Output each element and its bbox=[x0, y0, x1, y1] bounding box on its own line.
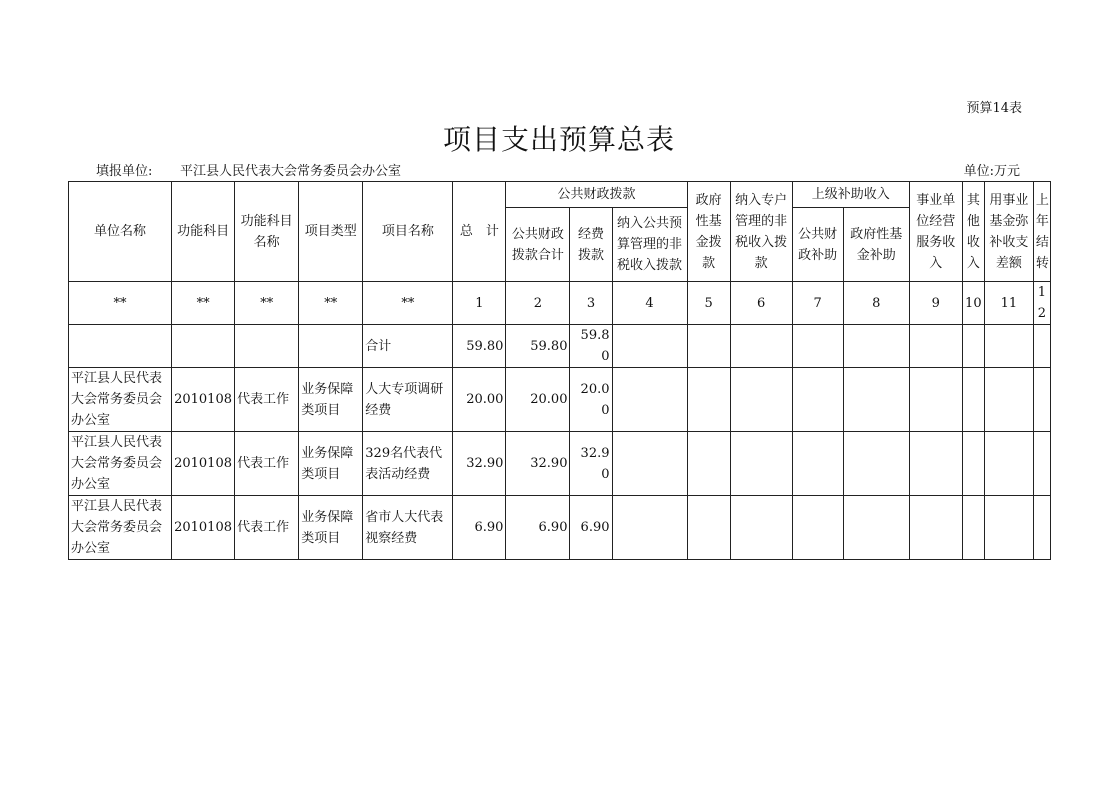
index-cell: 2 bbox=[506, 282, 570, 325]
header-other-income: 其他收入 bbox=[962, 182, 984, 282]
empty-cell bbox=[962, 368, 984, 432]
header-gov-fund: 政府性基金拨款 bbox=[687, 182, 730, 282]
header-biz-service: 事业单位经营服务收入 bbox=[909, 182, 962, 282]
header-row-1 bbox=[69, 182, 1051, 208]
empty-cell bbox=[730, 368, 792, 432]
row-code: 2010108 bbox=[172, 368, 235, 432]
empty-cell bbox=[730, 432, 792, 496]
empty-cell bbox=[962, 496, 984, 560]
filing-unit-label: 填报单位: bbox=[96, 164, 153, 179]
header-project-type: 项目类型 bbox=[299, 182, 363, 282]
index-cell: ** bbox=[363, 282, 453, 325]
empty-cell bbox=[909, 368, 962, 432]
index-cell: ** bbox=[299, 282, 363, 325]
sum-total: 59.80 bbox=[453, 325, 506, 368]
currency-unit: 单位:万元 bbox=[963, 164, 1020, 179]
empty-cell bbox=[730, 325, 792, 368]
header-pf-expense: 经费拨款 bbox=[570, 208, 612, 282]
header-total: 总 计 bbox=[453, 182, 506, 282]
form-number: 预算14表 bbox=[966, 101, 1022, 116]
empty-cell bbox=[612, 496, 687, 560]
header-public-finance: 公共财政拨款 bbox=[506, 182, 687, 208]
empty-cell bbox=[843, 432, 909, 496]
row-unit: 平江县人民代表大会常务委员会办公室 bbox=[69, 432, 172, 496]
empty-cell bbox=[792, 432, 843, 496]
row-type: 业务保障类项目 bbox=[299, 368, 363, 432]
row-unit: 平江县人民代表大会常务委员会办公室 bbox=[69, 368, 172, 432]
index-cell: 1 bbox=[453, 282, 506, 325]
empty-cell bbox=[792, 496, 843, 560]
index-cell: 12 bbox=[1033, 282, 1050, 325]
index-cell: 8 bbox=[843, 282, 909, 325]
empty-cell bbox=[1033, 368, 1050, 432]
index-cell: ** bbox=[69, 282, 172, 325]
row-code: 2010108 bbox=[172, 432, 235, 496]
row-func-name: 代表工作 bbox=[235, 432, 299, 496]
index-cell: 11 bbox=[984, 282, 1033, 325]
empty-cell bbox=[1033, 325, 1050, 368]
row-code: 2010108 bbox=[172, 496, 235, 560]
empty-cell bbox=[612, 432, 687, 496]
empty-cell bbox=[909, 432, 962, 496]
row-type: 业务保障类项目 bbox=[299, 496, 363, 560]
empty-cell bbox=[69, 325, 172, 368]
index-cell: 7 bbox=[792, 282, 843, 325]
empty-cell bbox=[962, 432, 984, 496]
index-cell: 6 bbox=[730, 282, 792, 325]
empty-cell bbox=[984, 325, 1033, 368]
empty-cell bbox=[687, 432, 730, 496]
header-project-name: 项目名称 bbox=[363, 182, 453, 282]
row-project: 人大专项调研经费 bbox=[363, 368, 453, 432]
index-cell: ** bbox=[172, 282, 235, 325]
index-cell: 10 bbox=[962, 282, 984, 325]
row-project: 省市人大代表视察经费 bbox=[363, 496, 453, 560]
empty-cell bbox=[1033, 496, 1050, 560]
empty-cell bbox=[299, 325, 363, 368]
filing-unit-name: 平江县人民代表大会常务委员会办公室 bbox=[180, 164, 402, 179]
index-row bbox=[69, 282, 1051, 325]
index-cell: 4 bbox=[612, 282, 687, 325]
filing-unit bbox=[96, 160, 401, 179]
table-row bbox=[69, 496, 1051, 560]
empty-cell bbox=[235, 325, 299, 368]
empty-cell bbox=[687, 496, 730, 560]
header-pf-total: 公共财政拨款合计 bbox=[506, 208, 570, 282]
row-total: 20.00 bbox=[453, 368, 506, 432]
row-func-name: 代表工作 bbox=[235, 368, 299, 432]
header-carry-over: 上年结转 bbox=[1033, 182, 1050, 282]
row-pf-expense: 20.00 bbox=[570, 368, 612, 432]
empty-cell bbox=[984, 368, 1033, 432]
budget-table bbox=[68, 181, 1051, 560]
empty-cell bbox=[172, 325, 235, 368]
empty-cell bbox=[984, 496, 1033, 560]
index-cell: 5 bbox=[687, 282, 730, 325]
header-upper-public: 公共财政补助 bbox=[792, 208, 843, 282]
row-total: 6.90 bbox=[453, 496, 506, 560]
sum-label: 合计 bbox=[363, 325, 453, 368]
table-row bbox=[69, 432, 1051, 496]
row-total: 32.90 bbox=[453, 432, 506, 496]
empty-cell bbox=[792, 325, 843, 368]
empty-cell bbox=[612, 368, 687, 432]
header-function-subject-name: 功能科目名称 bbox=[235, 182, 299, 282]
row-pf-total: 6.90 bbox=[506, 496, 570, 560]
row-pf-expense: 6.90 bbox=[570, 496, 612, 560]
table-row bbox=[69, 368, 1051, 432]
header-unit-name: 单位名称 bbox=[69, 182, 172, 282]
empty-cell bbox=[843, 325, 909, 368]
empty-cell bbox=[1033, 432, 1050, 496]
row-pf-expense: 32.90 bbox=[570, 432, 612, 496]
row-project: 329名代表代表活动经费 bbox=[363, 432, 453, 496]
empty-cell bbox=[962, 325, 984, 368]
empty-cell bbox=[909, 496, 962, 560]
header-special-nontax: 纳入专户管理的非税收入拨款 bbox=[730, 182, 792, 282]
header-pf-nontax: 纳入公共预算管理的非税收入拨款 bbox=[612, 208, 687, 282]
index-cell: ** bbox=[235, 282, 299, 325]
row-unit: 平江县人民代表大会常务委员会办公室 bbox=[69, 496, 172, 560]
header-biz-fund: 用事业基金弥补收支差额 bbox=[984, 182, 1033, 282]
sum-pf-expense: 59.80 bbox=[570, 325, 612, 368]
page-title: 项目支出预算总表 bbox=[442, 123, 675, 156]
index-cell: 3 bbox=[570, 282, 612, 325]
index-cell: 9 bbox=[909, 282, 962, 325]
sum-pf-total: 59.80 bbox=[506, 325, 570, 368]
header-upper-subsidy: 上级补助收入 bbox=[792, 182, 909, 208]
row-pf-total: 20.00 bbox=[506, 368, 570, 432]
empty-cell bbox=[909, 325, 962, 368]
empty-cell bbox=[984, 432, 1033, 496]
row-type: 业务保障类项目 bbox=[299, 432, 363, 496]
empty-cell bbox=[730, 496, 792, 560]
header-upper-gov-fund: 政府性基金补助 bbox=[843, 208, 909, 282]
sum-row bbox=[69, 325, 1051, 368]
header-function-subject: 功能科目 bbox=[172, 182, 235, 282]
empty-cell bbox=[843, 496, 909, 560]
row-func-name: 代表工作 bbox=[235, 496, 299, 560]
empty-cell bbox=[843, 368, 909, 432]
empty-cell bbox=[687, 368, 730, 432]
empty-cell bbox=[687, 325, 730, 368]
empty-cell bbox=[792, 368, 843, 432]
empty-cell bbox=[612, 325, 687, 368]
row-pf-total: 32.90 bbox=[506, 432, 570, 496]
